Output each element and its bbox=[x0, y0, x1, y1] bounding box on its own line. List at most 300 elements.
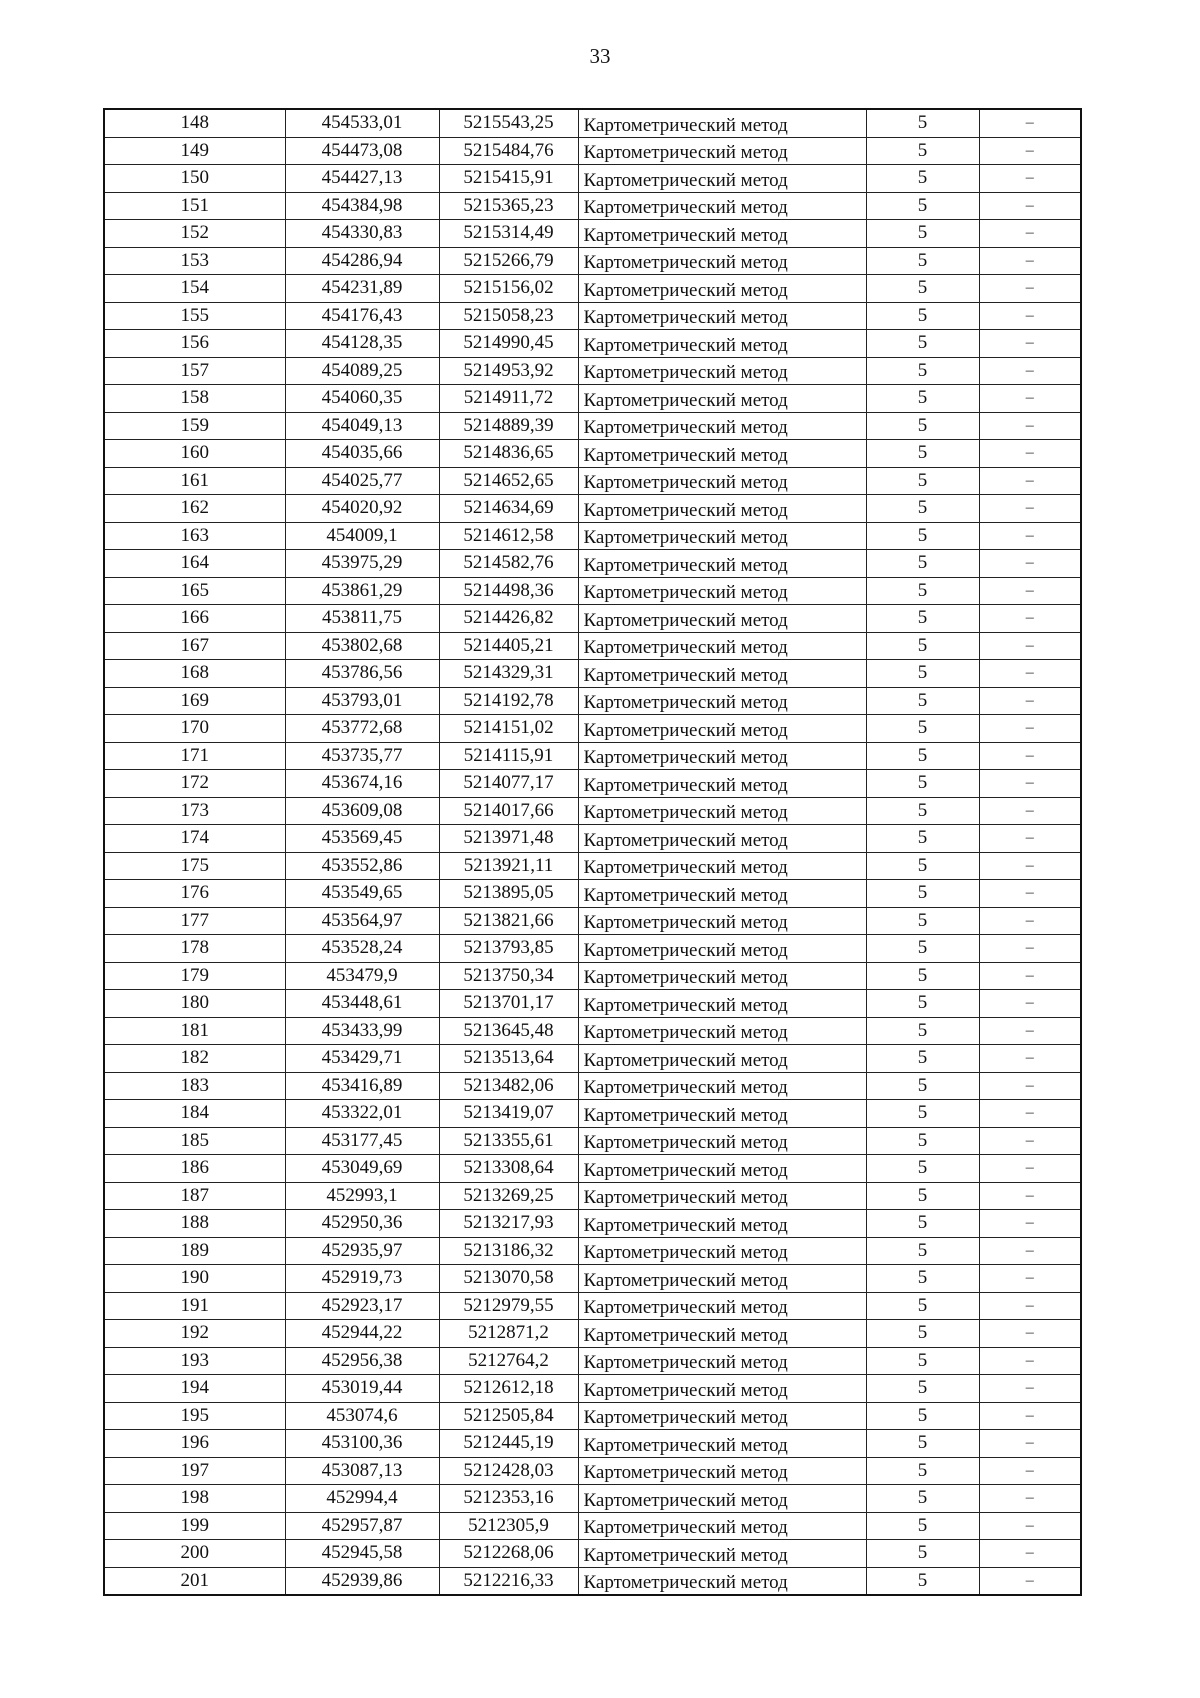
x-coordinate-cell: 453861,29 bbox=[285, 577, 439, 605]
y-coordinate-cell: 5215058,23 bbox=[439, 302, 578, 330]
note-cell: – bbox=[979, 577, 1081, 605]
table-row bbox=[104, 742, 1081, 770]
y-coordinate-cell: 5212871,2 bbox=[439, 1320, 578, 1348]
y-coordinate-cell: 5214329,31 bbox=[439, 660, 578, 688]
x-coordinate-cell: 453433,99 bbox=[285, 1017, 439, 1045]
x-coordinate-cell: 453416,89 bbox=[285, 1072, 439, 1100]
y-coordinate-cell: 5214498,36 bbox=[439, 577, 578, 605]
x-coordinate-cell: 454089,25 bbox=[285, 357, 439, 385]
accuracy-cell: 5 bbox=[866, 1540, 979, 1568]
table-row bbox=[104, 1100, 1081, 1128]
accuracy-cell: 5 bbox=[866, 825, 979, 853]
y-coordinate-cell: 5212353,16 bbox=[439, 1485, 578, 1513]
y-coordinate-cell: 5214151,02 bbox=[439, 715, 578, 743]
x-coordinate-cell: 453569,45 bbox=[285, 825, 439, 853]
table-row bbox=[104, 1265, 1081, 1293]
point-number-cell: 172 bbox=[104, 770, 285, 798]
accuracy-cell: 5 bbox=[866, 687, 979, 715]
table-row bbox=[104, 440, 1081, 468]
y-coordinate-cell: 5213701,17 bbox=[439, 990, 578, 1018]
table-row bbox=[104, 220, 1081, 248]
x-coordinate-cell: 453100,36 bbox=[285, 1430, 439, 1458]
x-coordinate-cell: 454286,94 bbox=[285, 247, 439, 275]
point-number-cell: 152 bbox=[104, 220, 285, 248]
method-cell: Картометрический метод bbox=[578, 1072, 866, 1100]
x-coordinate-cell: 453735,77 bbox=[285, 742, 439, 770]
x-coordinate-cell: 454176,43 bbox=[285, 302, 439, 330]
x-coordinate-cell: 453793,01 bbox=[285, 687, 439, 715]
table-row bbox=[104, 275, 1081, 303]
method-cell: Картометрический метод bbox=[578, 935, 866, 963]
point-number-cell: 186 bbox=[104, 1155, 285, 1183]
point-number-cell: 148 bbox=[104, 109, 285, 137]
accuracy-cell: 5 bbox=[866, 962, 979, 990]
y-coordinate-cell: 5214115,91 bbox=[439, 742, 578, 770]
x-coordinate-cell: 454473,08 bbox=[285, 137, 439, 165]
note-cell: – bbox=[979, 1210, 1081, 1238]
y-coordinate-cell: 5215484,76 bbox=[439, 137, 578, 165]
point-number-cell: 150 bbox=[104, 165, 285, 193]
table-row bbox=[104, 1045, 1081, 1073]
accuracy-cell: 5 bbox=[866, 1512, 979, 1540]
method-cell: Картометрический метод bbox=[578, 632, 866, 660]
point-number-cell: 191 bbox=[104, 1292, 285, 1320]
y-coordinate-cell: 5213355,61 bbox=[439, 1127, 578, 1155]
x-coordinate-cell: 453177,45 bbox=[285, 1127, 439, 1155]
note-cell: – bbox=[979, 1375, 1081, 1403]
method-cell: Картометрический метод bbox=[578, 1457, 866, 1485]
table-row bbox=[104, 165, 1081, 193]
point-number-cell: 184 bbox=[104, 1100, 285, 1128]
method-cell: Картометрический метод bbox=[578, 1485, 866, 1513]
accuracy-cell: 5 bbox=[866, 247, 979, 275]
x-coordinate-cell: 453087,13 bbox=[285, 1457, 439, 1485]
table-row bbox=[104, 550, 1081, 578]
y-coordinate-cell: 5214077,17 bbox=[439, 770, 578, 798]
point-number-cell: 159 bbox=[104, 412, 285, 440]
x-coordinate-cell: 453674,16 bbox=[285, 770, 439, 798]
y-coordinate-cell: 5214426,82 bbox=[439, 605, 578, 633]
method-cell: Картометрический метод bbox=[578, 467, 866, 495]
table-row bbox=[104, 467, 1081, 495]
y-coordinate-cell: 5214582,76 bbox=[439, 550, 578, 578]
note-cell: – bbox=[979, 440, 1081, 468]
note-cell: – bbox=[979, 495, 1081, 523]
table-row bbox=[104, 1567, 1081, 1595]
note-cell: – bbox=[979, 990, 1081, 1018]
table-row bbox=[104, 1457, 1081, 1485]
accuracy-cell: 5 bbox=[866, 165, 979, 193]
accuracy-cell: 5 bbox=[866, 275, 979, 303]
point-number-cell: 180 bbox=[104, 990, 285, 1018]
y-coordinate-cell: 5213971,48 bbox=[439, 825, 578, 853]
note-cell: – bbox=[979, 165, 1081, 193]
x-coordinate-cell: 452994,4 bbox=[285, 1485, 439, 1513]
accuracy-cell: 5 bbox=[866, 1017, 979, 1045]
accuracy-cell: 5 bbox=[866, 1100, 979, 1128]
x-coordinate-cell: 454330,83 bbox=[285, 220, 439, 248]
y-coordinate-cell: 5212979,55 bbox=[439, 1292, 578, 1320]
method-cell: Картометрический метод bbox=[578, 109, 866, 137]
point-number-cell: 164 bbox=[104, 550, 285, 578]
y-coordinate-cell: 5213750,34 bbox=[439, 962, 578, 990]
accuracy-cell: 5 bbox=[866, 852, 979, 880]
point-number-cell: 173 bbox=[104, 797, 285, 825]
x-coordinate-cell: 452957,87 bbox=[285, 1512, 439, 1540]
y-coordinate-cell: 5212505,84 bbox=[439, 1402, 578, 1430]
method-cell: Картометрический метод bbox=[578, 137, 866, 165]
note-cell: – bbox=[979, 1430, 1081, 1458]
x-coordinate-cell: 453772,68 bbox=[285, 715, 439, 743]
method-cell: Картометрический метод bbox=[578, 605, 866, 633]
y-coordinate-cell: 5214405,21 bbox=[439, 632, 578, 660]
point-number-cell: 167 bbox=[104, 632, 285, 660]
note-cell: – bbox=[979, 522, 1081, 550]
point-number-cell: 193 bbox=[104, 1347, 285, 1375]
method-cell: Картометрический метод bbox=[578, 1567, 866, 1595]
method-cell: Картометрический метод bbox=[578, 1375, 866, 1403]
method-cell: Картометрический метод bbox=[578, 1127, 866, 1155]
note-cell: – bbox=[979, 302, 1081, 330]
y-coordinate-cell: 5212268,06 bbox=[439, 1540, 578, 1568]
accuracy-cell: 5 bbox=[866, 742, 979, 770]
note-cell: – bbox=[979, 715, 1081, 743]
method-cell: Картометрический метод bbox=[578, 907, 866, 935]
y-coordinate-cell: 5214192,78 bbox=[439, 687, 578, 715]
table-row bbox=[104, 1237, 1081, 1265]
x-coordinate-cell: 452935,97 bbox=[285, 1237, 439, 1265]
accuracy-cell: 5 bbox=[866, 109, 979, 137]
x-coordinate-cell: 454427,13 bbox=[285, 165, 439, 193]
point-number-cell: 174 bbox=[104, 825, 285, 853]
table-row bbox=[104, 935, 1081, 963]
y-coordinate-cell: 5215543,25 bbox=[439, 109, 578, 137]
x-coordinate-cell: 454009,1 bbox=[285, 522, 439, 550]
note-cell: – bbox=[979, 1292, 1081, 1320]
point-number-cell: 166 bbox=[104, 605, 285, 633]
method-cell: Картометрический метод bbox=[578, 880, 866, 908]
x-coordinate-cell: 453811,75 bbox=[285, 605, 439, 633]
note-cell: – bbox=[979, 852, 1081, 880]
point-number-cell: 175 bbox=[104, 852, 285, 880]
accuracy-cell: 5 bbox=[866, 412, 979, 440]
y-coordinate-cell: 5213217,93 bbox=[439, 1210, 578, 1238]
method-cell: Картометрический метод bbox=[578, 1210, 866, 1238]
table-row bbox=[104, 605, 1081, 633]
accuracy-cell: 5 bbox=[866, 440, 979, 468]
method-cell: Картометрический метод bbox=[578, 1430, 866, 1458]
point-number-cell: 170 bbox=[104, 715, 285, 743]
note-cell: – bbox=[979, 687, 1081, 715]
method-cell: Картометрический метод bbox=[578, 220, 866, 248]
note-cell: – bbox=[979, 1540, 1081, 1568]
y-coordinate-cell: 5214889,39 bbox=[439, 412, 578, 440]
note-cell: – bbox=[979, 109, 1081, 137]
table-row bbox=[104, 412, 1081, 440]
table-row bbox=[104, 797, 1081, 825]
x-coordinate-cell: 452923,17 bbox=[285, 1292, 439, 1320]
note-cell: – bbox=[979, 330, 1081, 358]
note-cell: – bbox=[979, 550, 1081, 578]
y-coordinate-cell: 5215266,79 bbox=[439, 247, 578, 275]
table-row bbox=[104, 770, 1081, 798]
note-cell: – bbox=[979, 825, 1081, 853]
point-number-cell: 196 bbox=[104, 1430, 285, 1458]
method-cell: Картометрический метод bbox=[578, 577, 866, 605]
page-number: 33 bbox=[589, 44, 611, 68]
method-cell: Картометрический метод bbox=[578, 275, 866, 303]
table-row bbox=[104, 522, 1081, 550]
method-cell: Картометрический метод bbox=[578, 192, 866, 220]
table-row bbox=[104, 1375, 1081, 1403]
table-row bbox=[104, 825, 1081, 853]
note-cell: – bbox=[979, 742, 1081, 770]
accuracy-cell: 5 bbox=[866, 577, 979, 605]
y-coordinate-cell: 5212216,33 bbox=[439, 1567, 578, 1595]
note-cell: – bbox=[979, 660, 1081, 688]
accuracy-cell: 5 bbox=[866, 1072, 979, 1100]
point-number-cell: 168 bbox=[104, 660, 285, 688]
y-coordinate-cell: 5213895,05 bbox=[439, 880, 578, 908]
x-coordinate-cell: 453074,6 bbox=[285, 1402, 439, 1430]
point-number-cell: 187 bbox=[104, 1182, 285, 1210]
accuracy-cell: 5 bbox=[866, 1127, 979, 1155]
method-cell: Картометрический метод bbox=[578, 962, 866, 990]
x-coordinate-cell: 453975,29 bbox=[285, 550, 439, 578]
method-cell: Картометрический метод bbox=[578, 357, 866, 385]
y-coordinate-cell: 5213186,32 bbox=[439, 1237, 578, 1265]
method-cell: Картометрический метод bbox=[578, 385, 866, 413]
point-number-cell: 176 bbox=[104, 880, 285, 908]
note-cell: – bbox=[979, 1402, 1081, 1430]
method-cell: Картометрический метод bbox=[578, 1292, 866, 1320]
method-cell: Картометрический метод bbox=[578, 330, 866, 358]
method-cell: Картометрический метод bbox=[578, 1320, 866, 1348]
table-row bbox=[104, 632, 1081, 660]
table-row bbox=[104, 109, 1081, 137]
point-number-cell: 156 bbox=[104, 330, 285, 358]
table-row bbox=[104, 907, 1081, 935]
method-cell: Картометрический метод bbox=[578, 660, 866, 688]
table-row bbox=[104, 1017, 1081, 1045]
point-number-cell: 158 bbox=[104, 385, 285, 413]
table-row bbox=[104, 1155, 1081, 1183]
table-row bbox=[104, 852, 1081, 880]
x-coordinate-cell: 454128,35 bbox=[285, 330, 439, 358]
note-cell: – bbox=[979, 220, 1081, 248]
note-cell: – bbox=[979, 935, 1081, 963]
method-cell: Картометрический метод bbox=[578, 1017, 866, 1045]
note-cell: – bbox=[979, 1237, 1081, 1265]
note-cell: – bbox=[979, 467, 1081, 495]
note-cell: – bbox=[979, 632, 1081, 660]
table-row bbox=[104, 495, 1081, 523]
x-coordinate-cell: 454060,35 bbox=[285, 385, 439, 413]
y-coordinate-cell: 5214634,69 bbox=[439, 495, 578, 523]
method-cell: Картометрический метод bbox=[578, 1237, 866, 1265]
accuracy-cell: 5 bbox=[866, 467, 979, 495]
note-cell: – bbox=[979, 880, 1081, 908]
table-row bbox=[104, 302, 1081, 330]
y-coordinate-cell: 5213821,66 bbox=[439, 907, 578, 935]
x-coordinate-cell: 453429,71 bbox=[285, 1045, 439, 1073]
note-cell: – bbox=[979, 1457, 1081, 1485]
x-coordinate-cell: 454020,92 bbox=[285, 495, 439, 523]
point-number-cell: 185 bbox=[104, 1127, 285, 1155]
x-coordinate-cell: 454231,89 bbox=[285, 275, 439, 303]
accuracy-cell: 5 bbox=[866, 192, 979, 220]
note-cell: – bbox=[979, 247, 1081, 275]
x-coordinate-cell: 453322,01 bbox=[285, 1100, 439, 1128]
point-number-cell: 195 bbox=[104, 1402, 285, 1430]
accuracy-cell: 5 bbox=[866, 1265, 979, 1293]
accuracy-cell: 5 bbox=[866, 1045, 979, 1073]
accuracy-cell: 5 bbox=[866, 632, 979, 660]
method-cell: Картометрический метод bbox=[578, 440, 866, 468]
point-number-cell: 199 bbox=[104, 1512, 285, 1540]
method-cell: Картометрический метод bbox=[578, 1540, 866, 1568]
method-cell: Картометрический метод bbox=[578, 687, 866, 715]
y-coordinate-cell: 5212612,18 bbox=[439, 1375, 578, 1403]
y-coordinate-cell: 5213308,64 bbox=[439, 1155, 578, 1183]
table-row bbox=[104, 1210, 1081, 1238]
table-row bbox=[104, 1182, 1081, 1210]
y-coordinate-cell: 5213645,48 bbox=[439, 1017, 578, 1045]
point-number-cell: 201 bbox=[104, 1567, 285, 1595]
note-cell: – bbox=[979, 1512, 1081, 1540]
x-coordinate-cell: 452956,38 bbox=[285, 1347, 439, 1375]
y-coordinate-cell: 5213921,11 bbox=[439, 852, 578, 880]
method-cell: Картометрический метод bbox=[578, 495, 866, 523]
point-number-cell: 178 bbox=[104, 935, 285, 963]
point-number-cell: 192 bbox=[104, 1320, 285, 1348]
y-coordinate-cell: 5212305,9 bbox=[439, 1512, 578, 1540]
accuracy-cell: 5 bbox=[866, 935, 979, 963]
table-row bbox=[104, 1292, 1081, 1320]
note-cell: – bbox=[979, 137, 1081, 165]
accuracy-cell: 5 bbox=[866, 1210, 979, 1238]
accuracy-cell: 5 bbox=[866, 330, 979, 358]
x-coordinate-cell: 454025,77 bbox=[285, 467, 439, 495]
x-coordinate-cell: 452950,36 bbox=[285, 1210, 439, 1238]
note-cell: – bbox=[979, 357, 1081, 385]
y-coordinate-cell: 5214612,58 bbox=[439, 522, 578, 550]
point-number-cell: 182 bbox=[104, 1045, 285, 1073]
method-cell: Картометрический метод bbox=[578, 852, 866, 880]
point-number-cell: 197 bbox=[104, 1457, 285, 1485]
method-cell: Картометрический метод bbox=[578, 1182, 866, 1210]
accuracy-cell: 5 bbox=[866, 357, 979, 385]
point-number-cell: 151 bbox=[104, 192, 285, 220]
y-coordinate-cell: 5213269,25 bbox=[439, 1182, 578, 1210]
accuracy-cell: 5 bbox=[866, 1485, 979, 1513]
note-cell: – bbox=[979, 1100, 1081, 1128]
method-cell: Картометрический метод bbox=[578, 715, 866, 743]
accuracy-cell: 5 bbox=[866, 137, 979, 165]
accuracy-cell: 5 bbox=[866, 220, 979, 248]
table-row bbox=[104, 1347, 1081, 1375]
x-coordinate-cell: 453049,69 bbox=[285, 1155, 439, 1183]
accuracy-cell: 5 bbox=[866, 660, 979, 688]
accuracy-cell: 5 bbox=[866, 1430, 979, 1458]
accuracy-cell: 5 bbox=[866, 1567, 979, 1595]
accuracy-cell: 5 bbox=[866, 990, 979, 1018]
table-row bbox=[104, 192, 1081, 220]
accuracy-cell: 5 bbox=[866, 797, 979, 825]
y-coordinate-cell: 5213482,06 bbox=[439, 1072, 578, 1100]
y-coordinate-cell: 5214990,45 bbox=[439, 330, 578, 358]
accuracy-cell: 5 bbox=[866, 1347, 979, 1375]
method-cell: Картометрический метод bbox=[578, 1155, 866, 1183]
table-row bbox=[104, 247, 1081, 275]
note-cell: – bbox=[979, 1155, 1081, 1183]
accuracy-cell: 5 bbox=[866, 1237, 979, 1265]
method-cell: Картометрический метод bbox=[578, 990, 866, 1018]
x-coordinate-cell: 452919,73 bbox=[285, 1265, 439, 1293]
x-coordinate-cell: 453549,65 bbox=[285, 880, 439, 908]
point-number-cell: 169 bbox=[104, 687, 285, 715]
point-number-cell: 162 bbox=[104, 495, 285, 523]
note-cell: – bbox=[979, 1265, 1081, 1293]
method-cell: Картометрический метод bbox=[578, 825, 866, 853]
y-coordinate-cell: 5212445,19 bbox=[439, 1430, 578, 1458]
coordinates-table-body bbox=[104, 109, 1081, 1595]
point-number-cell: 153 bbox=[104, 247, 285, 275]
x-coordinate-cell: 452945,58 bbox=[285, 1540, 439, 1568]
table-row bbox=[104, 385, 1081, 413]
table-row bbox=[104, 1402, 1081, 1430]
method-cell: Картометрический метод bbox=[578, 742, 866, 770]
point-number-cell: 188 bbox=[104, 1210, 285, 1238]
method-cell: Картометрический метод bbox=[578, 1045, 866, 1073]
point-number-cell: 161 bbox=[104, 467, 285, 495]
table-row bbox=[104, 880, 1081, 908]
accuracy-cell: 5 bbox=[866, 1375, 979, 1403]
point-number-cell: 160 bbox=[104, 440, 285, 468]
y-coordinate-cell: 5215156,02 bbox=[439, 275, 578, 303]
y-coordinate-cell: 5215314,49 bbox=[439, 220, 578, 248]
point-number-cell: 198 bbox=[104, 1485, 285, 1513]
note-cell: – bbox=[979, 962, 1081, 990]
coordinates-table bbox=[103, 108, 1082, 1596]
accuracy-cell: 5 bbox=[866, 907, 979, 935]
table-row bbox=[104, 1072, 1081, 1100]
table-row bbox=[104, 1127, 1081, 1155]
method-cell: Картометрический метод bbox=[578, 770, 866, 798]
method-cell: Картометрический метод bbox=[578, 1265, 866, 1293]
point-number-cell: 190 bbox=[104, 1265, 285, 1293]
y-coordinate-cell: 5213793,85 bbox=[439, 935, 578, 963]
y-coordinate-cell: 5214836,65 bbox=[439, 440, 578, 468]
table-row bbox=[104, 715, 1081, 743]
x-coordinate-cell: 453019,44 bbox=[285, 1375, 439, 1403]
point-number-cell: 165 bbox=[104, 577, 285, 605]
point-number-cell: 163 bbox=[104, 522, 285, 550]
note-cell: – bbox=[979, 1320, 1081, 1348]
y-coordinate-cell: 5215365,23 bbox=[439, 192, 578, 220]
method-cell: Картометрический метод bbox=[578, 1512, 866, 1540]
accuracy-cell: 5 bbox=[866, 605, 979, 633]
accuracy-cell: 5 bbox=[866, 880, 979, 908]
point-number-cell: 200 bbox=[104, 1540, 285, 1568]
point-number-cell: 189 bbox=[104, 1237, 285, 1265]
table-row bbox=[104, 1320, 1081, 1348]
note-cell: – bbox=[979, 1567, 1081, 1595]
note-cell: – bbox=[979, 605, 1081, 633]
x-coordinate-cell: 453609,08 bbox=[285, 797, 439, 825]
point-number-cell: 181 bbox=[104, 1017, 285, 1045]
y-coordinate-cell: 5214953,92 bbox=[439, 357, 578, 385]
